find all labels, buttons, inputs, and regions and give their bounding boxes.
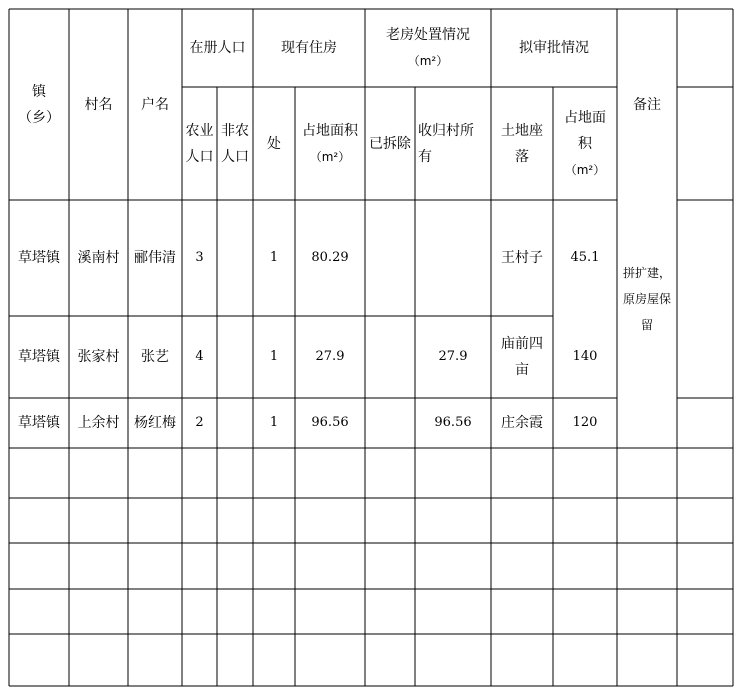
- header-nonagri-pop-line2: 人口: [221, 148, 249, 165]
- row1-land-location: 王村子: [501, 250, 543, 266]
- row1-agri-pop: 3: [195, 250, 204, 265]
- row3-nonagri-pop: [217, 398, 253, 448]
- header-area-unit: （m²）: [309, 149, 351, 164]
- row2-town: 草塔镇: [18, 349, 60, 365]
- row1-nonagri-pop: [217, 200, 253, 316]
- header-old-house-disposal: [365, 9, 491, 87]
- header-agri-pop-line2: 人口: [185, 148, 214, 165]
- row1-area: 80.29: [311, 250, 349, 265]
- row2-approved-area: 140: [572, 349, 598, 364]
- row2-collected: 27.9: [438, 349, 468, 364]
- header-town: [9, 9, 69, 200]
- row2-nonagri-pop: [217, 316, 253, 398]
- row1-count: 1: [269, 250, 279, 265]
- header-land-location-line2: 落: [515, 148, 529, 165]
- header-old-house-unit: （m²）: [407, 54, 449, 68]
- header-nonagri-pop-line1: 非农: [221, 122, 249, 139]
- header-approved-area-line1: 占地面: [564, 109, 606, 126]
- row3-count: 1: [269, 415, 279, 430]
- row3-land-location: 庄余霞: [501, 415, 543, 431]
- row1-village: 溪南村: [77, 250, 120, 266]
- row2-land-location-line1: 庙前四: [501, 336, 543, 352]
- row3-area: 96.56: [311, 415, 349, 430]
- header-household: 户名: [141, 96, 169, 113]
- row2-demolished: [365, 316, 415, 398]
- row3-name: 杨红梅: [134, 415, 176, 431]
- row2-count: 1: [269, 349, 279, 364]
- row3-demolished: [365, 398, 415, 448]
- row2-name: 张艺: [141, 349, 169, 365]
- header-collected: [415, 87, 491, 200]
- header-agri-pop: [182, 87, 217, 200]
- row2-land-location-line2: 亩: [515, 362, 529, 378]
- row1-remarks-line3: 留: [640, 318, 653, 332]
- row1-name: 郦伟清: [134, 250, 176, 266]
- header-village: 村名: [84, 96, 113, 113]
- row1-collected: [415, 200, 491, 316]
- header-area-label: 占地面积: [302, 122, 358, 139]
- row3-agri-pop: 2: [195, 415, 204, 430]
- row2-area: 27.9: [315, 349, 345, 364]
- row1-remarks-line2: 原房屋保: [622, 292, 671, 306]
- header-land-location: [491, 87, 553, 200]
- header-old-house-label: 老房处置情况: [386, 27, 470, 43]
- header-approved-area-line2: 积: [578, 135, 592, 152]
- header-approved-area: [553, 87, 617, 200]
- header-approval: 拟审批情况: [519, 40, 589, 56]
- row2-land-location: [491, 316, 553, 398]
- header-collected-line2: 有: [418, 148, 432, 165]
- row1-town: 草塔镇: [18, 250, 60, 266]
- header-area: [295, 87, 365, 200]
- row3-collected: 96.56: [434, 415, 472, 430]
- row3-village: 上余村: [77, 415, 120, 431]
- header-approved-area-unit: （m²）: [564, 162, 606, 177]
- row2-agri-pop: 4: [195, 349, 204, 364]
- row1-demolished: [365, 200, 415, 316]
- header-town-label: 镇: [32, 83, 46, 100]
- header-collected-line1: 收归村所: [418, 122, 474, 139]
- header-demolished: 已拆除: [369, 135, 411, 152]
- row1-remarks: [617, 200, 677, 398]
- row1-remarks-line1: 拼扩建，: [622, 266, 671, 280]
- row2-village: 张家村: [77, 349, 120, 365]
- row1-approved-area: 45.1: [570, 250, 600, 265]
- header-count: 处: [267, 135, 281, 152]
- header-town-sub: （乡）: [18, 109, 60, 126]
- header-registered-pop: 在册人口: [189, 40, 246, 56]
- row3-town: 草塔镇: [18, 415, 60, 431]
- header-agri-pop-line1: 农业: [185, 122, 214, 139]
- header-land-location-line1: 土地座: [501, 122, 543, 139]
- row3-approved-area: 120: [572, 415, 598, 430]
- header-nonagri-pop: [217, 87, 253, 200]
- header-remarks: 备注: [633, 96, 661, 113]
- header-current-housing: 现有住房: [281, 40, 337, 56]
